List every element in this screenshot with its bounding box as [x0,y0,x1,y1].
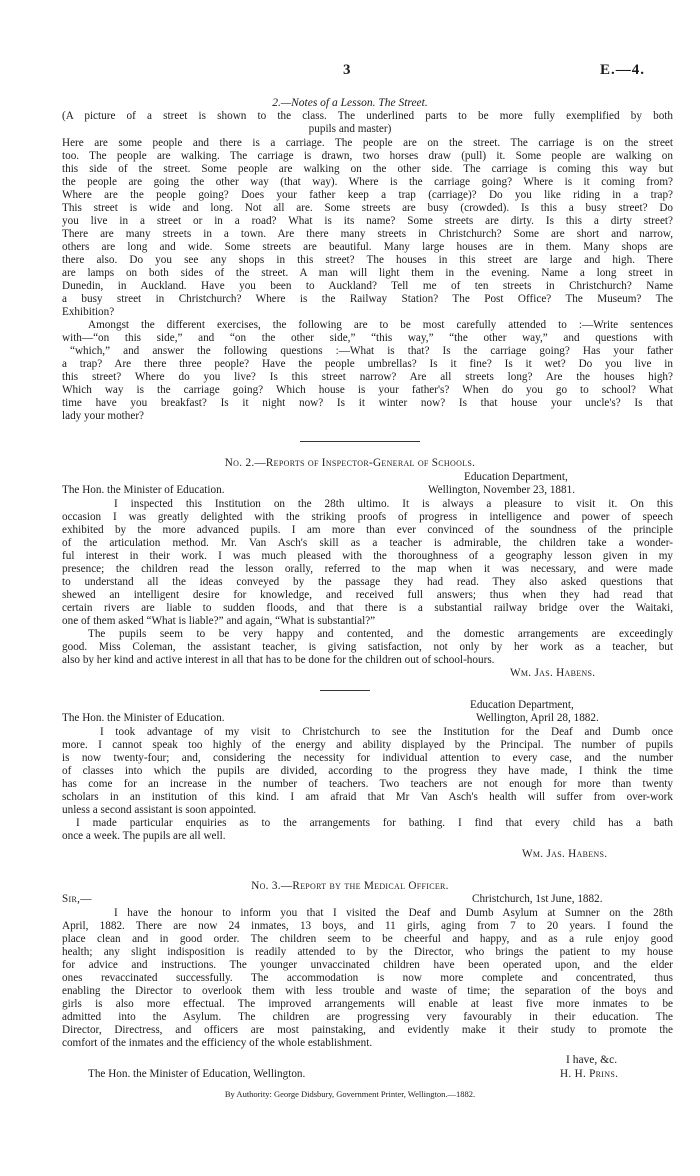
lesson-line: “which,” and answer the following questions :—What is that? Is the carriage going? Has your father [70,345,673,357]
report-2-line: I made particular enquiries as to the arrangements for bathing. I find that every child has a bath [76,817,673,829]
lesson-line: with—“on this side,” and “on the other side,” “this way,” “the other way,” and questions with [62,332,673,344]
lesson-line: are lamps on both sides of the street. A man will light them in the evening. Name a long street in [62,267,673,279]
report-1-line: exhibited by the more advanced pupils. I am more than ever convinced of the soundness of the principle [62,524,673,536]
report-1-line: occasion I was greatly delighted with the striking proofs of progress in intelligence and power of speech [62,511,673,523]
lesson-intro-cont: pupils and master) [308,123,392,135]
medical-line: April, 1882. There are now 24 inmates, 13 boys, and 11 girls, aging from 7 to 20 years. I found the [62,920,673,932]
series-code: E.—4. [600,62,646,78]
report-2-line: has come for an increase in the number of teachers. Two teachers are not enough for more than twenty [62,778,673,790]
medical-signature: H. H. Prins. [560,1068,619,1080]
report-2-place-date: Wellington, April 28, 1882. [476,712,599,724]
medical-line: admitted into the Asylum. The children are progressing very favourably in their education. The [62,1011,673,1023]
lesson-line: Which way is the carriage going? Which house is your father's? When do you go to school? What [62,384,673,396]
section-divider [300,441,420,442]
report-1-addressee: The Hon. the Minister of Education. [62,484,225,496]
medical-heading: No. 3.—Report by the Medical Officer. [251,880,449,892]
report-1-line: I inspected this Institution on the 28th ultimo. It is always a pleasure to visit it. On this [114,498,673,510]
medical-line: Director, Directress, and officers are most painstaking, and evidently make it their study to promote the [62,1024,673,1036]
medical-line: girls is also more effectual. The improved arrangements will enable at least five more inmates to be [62,998,673,1010]
report-1-line: also by her kind and active interest in all that has to be done for the children out of school-hours. [62,654,495,666]
report-2-addressee: The Hon. the Minister of Education. [62,712,225,724]
report-1-place-date: Wellington, November 23, 1881. [428,484,575,496]
report-1-line: ful interest in their work. I was much pleased with the thoroughness of a geography lesson given in my [62,550,673,562]
printer-footer: By Authority: George Didsbury, Government Printer, Wellington.—1882. [224,1089,476,1099]
report-1-line: one of them asked “What is liable?” and again, “What is substantial?” [62,615,376,627]
lesson-line: too. The people are walking. The carriage is drawn, two horses draw (pull) it. Some people are walking on [62,150,673,162]
report-1-line: of the articulation method. Mr. Van Asch's skill as a teacher is admirable, the children take a wonder- [62,537,673,549]
report-2-line: of classes into which the pupils are divided, according to the progress they have made, I think the time [62,765,673,777]
report-2-line: once a week. The pupils are all well. [62,830,226,842]
report-1-line: The pupils seem to be very happy and contented, and the domestic arrangements are exceedingly [88,628,673,640]
lesson-line: this street? Where do you live? Is this street narrow? Are all streets long? Are the houses high? [62,371,673,383]
report-1-dept: Education Department, [464,471,568,483]
lesson-line: there also. Do you see any shops in this street? The houses in this street are large and high. There [62,254,673,266]
page-number: 3 [343,62,351,78]
report-1-signature: Wm. Jas. Habens. [510,667,596,679]
lesson-line: a busy street in Christchurch? Where is the Railway Station? The Post Office? The Museum? The [62,293,673,305]
report-2-line: unless a second assistant is soon appointed. [62,804,257,816]
medical-place-date: Christchurch, 1st June, 1882. [472,893,603,905]
medical-closing: I have, &c. [566,1054,618,1066]
medical-line: place clean and in good order. The children seem to be cheerful and happy, and as a rule enjoy good [62,933,673,945]
report-2-signature: Wm. Jas. Habens. [522,848,608,860]
lesson-line: Where are the people going? Does your father keep a trap (carriage)? Do you like riding in a trap? [62,189,673,201]
report-1-line: shewed an intelligent desire for knowledge, and received full answers; thus when they had read that [62,589,673,601]
lesson-line: you live in a street or in a road? What is its name? Some streets are dirty. Is this a dirty street? [62,215,673,227]
lesson-line: Dunedin, in Auckland. Have you been to Auckland? Tell me of ten streets in Christchurch? Name [62,280,673,292]
lesson-line: this side of the street. Some people are walking on the other side. The carriage is coming this way but [62,163,673,175]
report-1-line: to understand all the ideas conveyed by the passage they had read. They also asked questions that [62,576,673,588]
lesson-line: time have you breakfast? Is it night now? Is it winter now? Is that house your uncle's? Is that [62,397,673,409]
lesson-line: There are many streets in a town. Are there many streets in Christchurch? Some are short and narrow, [62,228,673,240]
medical-line: ones revaccinated successfully. The accommodation is now more complete and concentrated, thus [62,972,673,984]
medical-line: for advice and instructions. The younger unvaccinated children have been operated upon, and the elder [62,959,673,971]
report-1-line: certain rivers are liable to sudden floods, and that there is a substantial railway bridge over the Waitaki, [62,602,673,614]
lesson-line: Here are some people and there is a carriage. The people are on the street. The carriage is on the street [62,137,673,149]
report-2-line: is now twenty-four; and, considering the necessity for individual attention to every case, and the number [62,752,673,764]
medical-line: enabling the Director to overlook them with less trouble and waste of time; the separation of the boys and [62,985,673,997]
medical-salutation: Sir,— [62,893,92,905]
medical-line: health; any slight indisposition is readily attended to by the Director, who brings the patient to my house [62,946,673,958]
lesson-line: lady your mother? [62,410,145,422]
lesson-line: This street is wide and long. Not all are. Some streets are busy (crowded). Is this a busy street? Do [62,202,673,214]
report-divider [320,690,370,691]
lesson-line: Amongst the different exercises, the following are to be most carefully attended to :—Write sentences [88,319,673,331]
lesson-intro: (A picture of a street is shown to the class. The underlined parts to be more fully exemplified by both [62,110,673,122]
medical-line: I have the honour to inform you that I visited the Deaf and Dumb Asylum at Sumner on the 28th [114,907,673,919]
lesson-line: others are long and wide. Some streets are beautiful. Many large houses are in them. Many shops are [62,241,673,253]
lesson-line: the people are going the other way (that way). Where is the carriage going? Where is it coming from? [62,176,673,188]
report-2-line: I took advantage of my visit to Christchurch to see the Institution for the Deaf and Dumb once [100,726,673,738]
reports-heading: No. 2.—Reports of Inspector-General of Schools. [224,457,476,469]
report-2-line: scholars in an institution of this kind. I am afraid that Mr Van Asch's health will suffer from over-work [62,791,673,803]
report-2-dept: Education Department, [470,699,574,711]
report-1-line: presence; the children read the lesson orally, referred to the map when it was necessary, and were made [62,563,673,575]
report-1-line: good. Miss Coleman, the assistant teacher, is giving satisfaction, not only by her work as a teacher, but [62,641,673,653]
lesson-title: 2.—Notes of a Lesson. The Street. [272,97,428,109]
medical-addressee: The Hon. the Minister of Education, Wellington. [88,1068,306,1080]
lesson-line: Exhibition? [62,306,115,318]
lesson-line: a trap? Are there three people? Have the people umbrellas? Is it fine? Is it wet? Do you live in [62,358,673,370]
report-2-line: more. I cannot speak too highly of the energy and ability displayed by the Principal. The number of pupils [62,739,673,751]
medical-line: comfort of the inmates and the efficiency of the whole establishment. [62,1037,373,1049]
